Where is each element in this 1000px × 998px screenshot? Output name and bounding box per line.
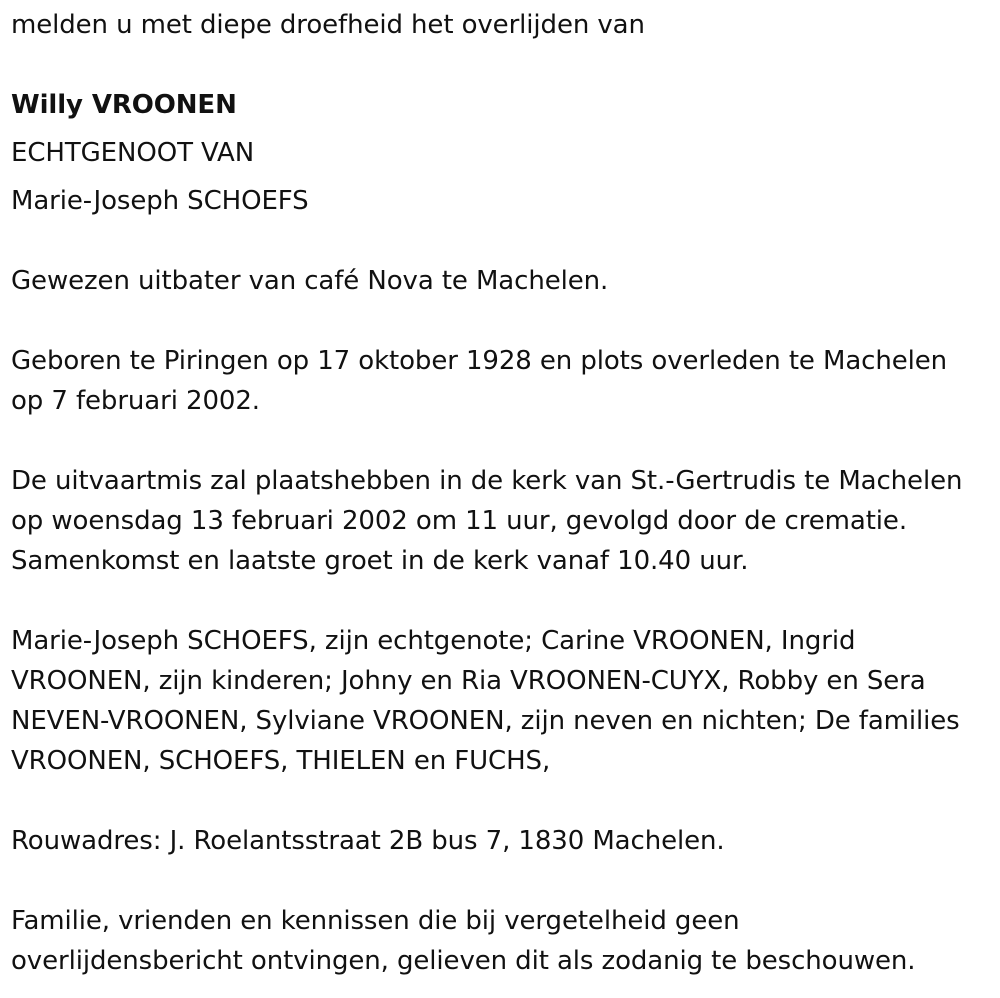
closing-line: overlijdensbericht ontvingen, gelieven dit als zodanig te beschouwen.: [11, 946, 916, 976]
spouse-name: Marie-Joseph SCHOEFS: [11, 186, 309, 216]
funeral-line: Samenkomst en laatste groet in de kerk vanaf 10.40 uur.: [11, 546, 749, 576]
family-line: VROONEN, zijn kinderen; Johny en Ria VROONEN-CUYX, Robby en Sera: [11, 666, 926, 696]
mourning-address: Rouwadres: J. Roelantsstraat 2B bus 7, 1830 Machelen.: [11, 826, 725, 856]
closing-line: Familie, vrienden en kennissen die bij vergetelheid geen: [11, 906, 740, 936]
occupation-text: Gewezen uitbater van café Nova te Machelen.: [11, 266, 609, 296]
deceased-name: Willy VROONEN: [11, 90, 237, 120]
funeral-line: De uitvaartmis zal plaatshebben in de kerk van St.-Gertrudis te Machelen: [11, 466, 963, 496]
funeral-line: op woensdag 13 februari 2002 om 11 uur, gevolgd door de crematie.: [11, 506, 907, 536]
relation-label: ECHTGENOOT VAN: [11, 138, 255, 168]
birth-death-line: op 7 februari 2002.: [11, 386, 260, 416]
family-line: Marie-Joseph SCHOEFS, zijn echtgenote; Carine VROONEN, Ingrid: [11, 626, 856, 656]
family-line: VROONEN, SCHOEFS, THIELEN en FUCHS,: [11, 746, 551, 776]
intro-text: melden u met diepe droefheid het overlijden van: [11, 10, 645, 40]
birth-death-line: Geboren te Piringen op 17 oktober 1928 en plots overleden te Machelen: [11, 346, 948, 376]
family-line: NEVEN-VROONEN, Sylviane VROONEN, zijn neven en nichten; De families: [11, 706, 960, 736]
